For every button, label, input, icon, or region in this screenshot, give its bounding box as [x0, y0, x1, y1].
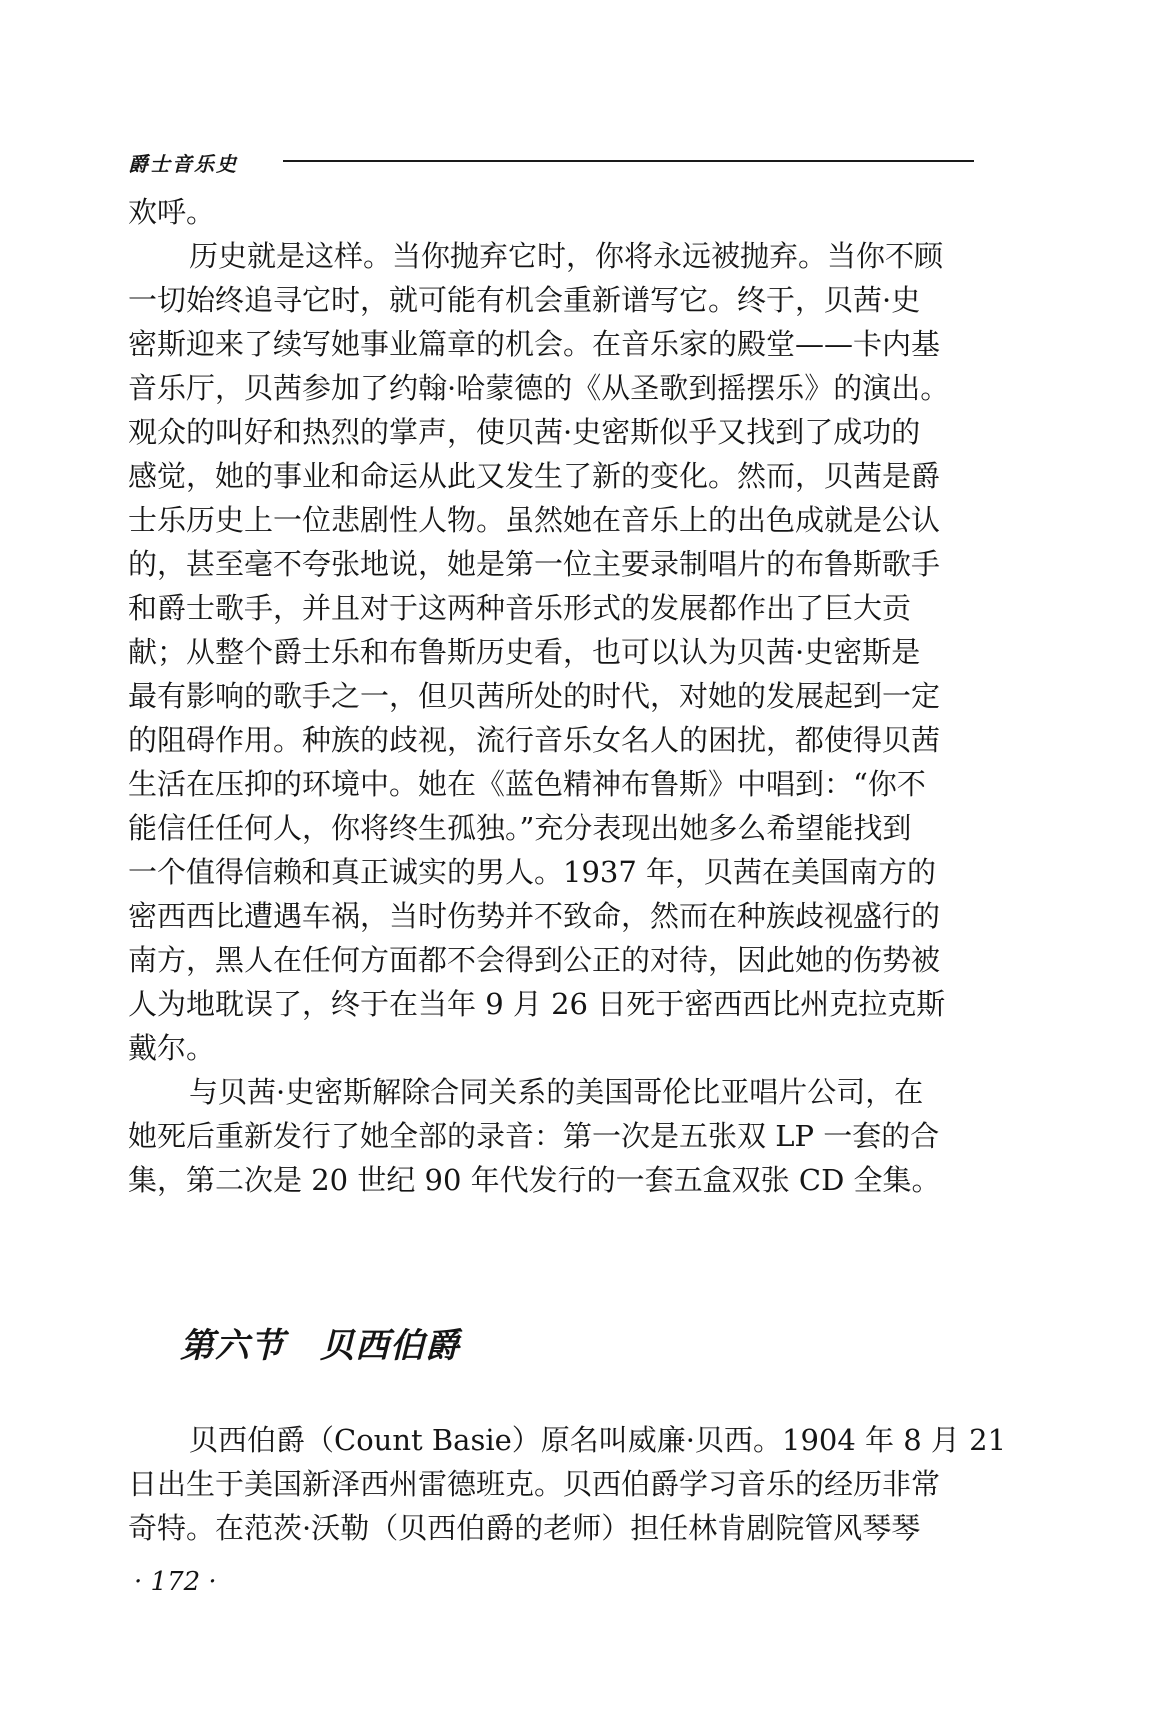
- text-line: 一个值得信赖和真正诚实的男人。1937 年，贝茜在美国南方的: [128, 855, 937, 889]
- text-line: 欢呼。: [128, 195, 216, 229]
- text-line: 的，甚至毫不夸张地说，她是第一位主要录制唱片的布鲁斯歌手: [128, 547, 941, 581]
- page-number: · 172 ·: [134, 1567, 217, 1597]
- text-line: 人为地耽误了，终于在当年 9 月 26 日死于密西西比州克拉克斯: [128, 987, 946, 1021]
- text-line: 日出生于美国新泽西州雷德班克。贝西伯爵学习音乐的经历非常: [128, 1467, 941, 1501]
- running-header: [128, 146, 974, 176]
- text-line: 戴尔。: [128, 1031, 216, 1065]
- text-line: 能信任任何人，你将终生孤独。”充分表现出她多么希望能找到: [128, 811, 912, 845]
- text-line: 贝西伯爵（Count Basie）原名叫威廉·贝西。1904 年 8 月 21: [189, 1423, 1007, 1457]
- text-line: 密西西比遭遇车祸，当时伤势并不致命，然而在种族歧视盛行的: [128, 899, 941, 933]
- text-line: 奇特。在范茨·沃勒（贝西伯爵的老师）担任林肯剧院管风琴琴: [128, 1511, 921, 1545]
- text-line: 音乐厅，贝茜参加了约翰·哈蒙德的《从圣歌到摇摆乐》的演出。: [128, 371, 950, 405]
- text-line: 她死后重新发行了她全部的录音：第一次是五张双 LP 一套的合: [128, 1119, 940, 1153]
- section-heading: 第六节 贝西伯爵: [180, 1326, 460, 1366]
- text-line: 与贝茜·史密斯解除合同关系的美国哥伦比亚唱片公司，在: [189, 1075, 924, 1109]
- text-line: 密斯迎来了续写她事业篇章的机会。在音乐家的殿堂——卡内基: [128, 327, 941, 361]
- text-line: 士乐历史上一位悲剧性人物。虽然她在音乐上的出色成就是公认: [128, 503, 941, 537]
- header-rule: [283, 160, 974, 162]
- text-line: 生活在压抑的环境中。她在《蓝色精神布鲁斯》中唱到：“你不: [128, 767, 926, 801]
- text-line: 献；从整个爵士乐和布鲁斯历史看，也可以认为贝茜·史密斯是: [128, 635, 921, 669]
- text-line: 的阻碍作用。种族的歧视，流行音乐女名人的困扰，都使得贝茜: [128, 723, 941, 757]
- text-line: 观众的叫好和热烈的掌声，使贝茜·史密斯似乎又找到了成功的: [128, 415, 921, 449]
- text-line: 历史就是这样。当你抛弃它时，你将永远被抛弃。当你不顾: [189, 239, 944, 273]
- text-line: 集，第二次是 20 世纪 90 年代发行的一套五盒双张 CD 全集。: [128, 1163, 941, 1197]
- text-line: 和爵士歌手，并且对于这两种音乐形式的发展都作出了巨大贡: [128, 591, 912, 625]
- text-line: 最有影响的歌手之一，但贝茜所处的时代，对她的发展起到一定: [128, 679, 941, 713]
- running-header-title: 爵士音乐史: [128, 152, 238, 176]
- text-line: 南方，黑人在任何方面都不会得到公正的对待，因此她的伤势被: [128, 943, 941, 977]
- text-line: 一切始终追寻它时，就可能有机会重新谱写它。终于，贝茜·史: [128, 283, 921, 317]
- text-line: 感觉，她的事业和命运从此又发生了新的变化。然而，贝茜是爵: [128, 459, 941, 493]
